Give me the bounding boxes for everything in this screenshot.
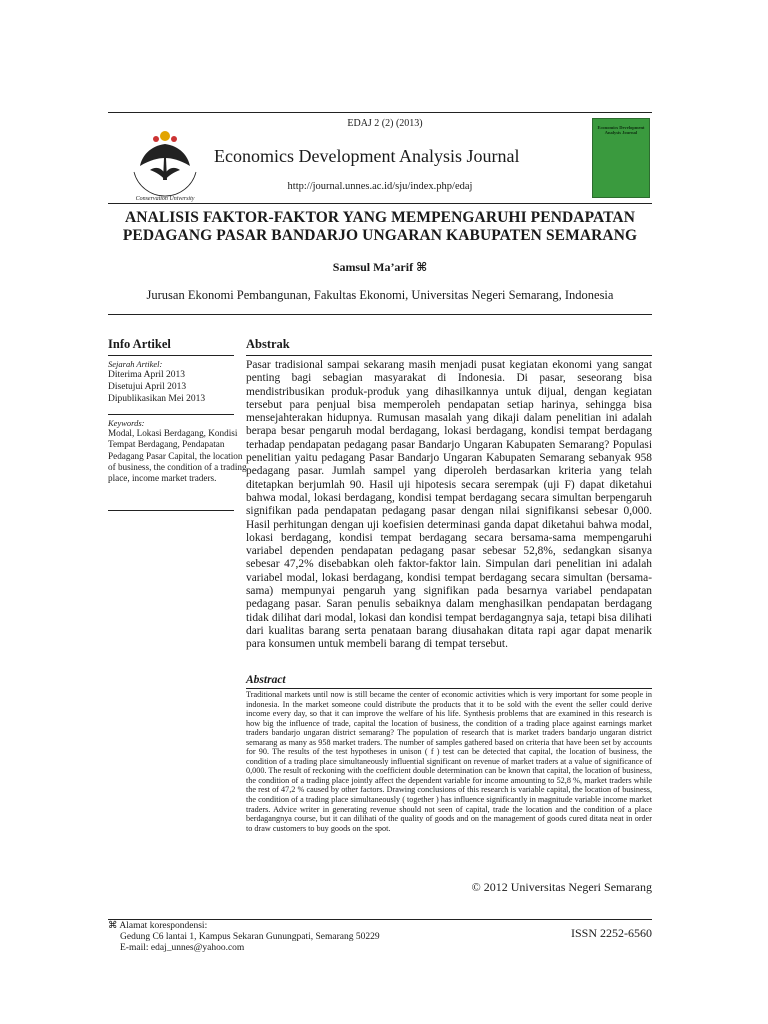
history-received: Diterima April 2013 (108, 370, 186, 380)
article-title (108, 209, 652, 245)
author-name: Samsul Ma’arif ⌘ (332, 260, 428, 274)
journal-url-link[interactable]: http://journal.unnes.ac.id/sju/index.php/edaj (287, 181, 473, 192)
keywords-rule (108, 510, 234, 511)
abstrak-heading-rule (246, 355, 652, 356)
history-rule (108, 414, 234, 415)
journal-issue: EDAJ 2 (2) (2013) (347, 118, 423, 129)
logo-caption: Conservation University (135, 196, 195, 202)
abstrak-body: Pasar tradisional sampai sekarang masih menjadi pusat kegiatan ekonomi yang sangat penting bagi sebagian masyarakat di Indonesia. Di pasar, seseorang bisa mendistribusikan produk-produk yang dihasilkannya untuk dijual, dengan kegiatan tersebut para penjual bisa memperoleh pendapatan setiap harinya, sehingga bisa mensejahterakan hidupnya. Rumusan masalah yang dikaji dalam penelitian ini adalah berapa besar pengaruh modal berdagang, lokasi berdagang, kondisi tempat berdagang terhadap pendapatan pedagang pasar Bandarjo Ungaran Kabupaten Semarang? Populasi penelitian yaitu pedagang Pasar Bandarjo Ungaran Kabupaten Semarang sebanyak 958 pedagang pasar. Jumlah sampel yang diperoleh berdasarkan kriteria yang telah ditetapkan berjumlah 90. Hasil uji hipotesis secara serempak (uji F) dapat diketahui bahwa modal, lokasi berdagang, kondisi tempat berdagang secara simultan berpengaruh signifikan pada pendapatan pedagang pasar dengan nilai signifikansi sebesar 0,000. Hasil perhitungan dengan uji koefisien determinasi ganda dapat diketahui bahwa modal, lokasi berdagang, kondisi tempat berdagang secara bersama-sama mempengaruhi variabel dependen pendapatan pedagang pasar sebesar 52,8%, sedangkan sisanya sebesar 47,2% disebabkan oleh faktor-faktor lain. Simpulan dari penelitian ini adalah variabel modal, lokasi berdagang, kondisi tempat berdagang secara simultan (bersama-sama) mempunyai pengaruh yang signifikan pada besarnya variabel pendapatan pedagang pasar. Saran penulis sebaiknya dalam menghasilkan pendapatan berdagang tidak dilihat dari modal, lokasi dan kondisi tempat berdagangnya saja, tetapi bisa dilihati dari kualitas barang serta penataan barang diusahakan ditata rapi agar dapat menarik para konsumen untuk membeli barang di tempat tersebut. (246, 359, 652, 651)
keywords-text: Modal, Lokasi Berdagang, Kondisi Tempat Berdagang, Pendapatan Pedagang Pasar Capital, the location of business, the condition of a trading place, income market traders. (108, 428, 247, 484)
history-label: Sejarah Artikel: (108, 359, 163, 369)
copyright-notice: © 2012 Universitas Negeri Semarang (471, 880, 652, 894)
correspondence-label: ⌘ Alamat korespondensi: (108, 921, 208, 931)
history-approved: Disetujui April 2013 (108, 382, 187, 392)
abstract-body: Traditional markets until now is still became the center of economic activities which is very important for some people in indonesia. In the market someone could distribute the products that it to be sold with the event the seller could derive income every day, so that it can improve the welfare of his life. Synthesis problems that are examined in this research is how big the influence of trade, capital the location of business, the condition of a trading place against earnings market traders bandarjo ungaran district semarang? The population of research that is market traders bandarjo ungaran district semarang as many as 958 market traders. The number of samples gathered based on criteria that have been set by accounts for 90. The results of the test hypotheses in unison ( f ) test can be detected that capital, the location of business, the condition of a trading place simultaneously influential significant on revenue of market traders at a value of significance of 0,000. The result of reckoning with the coefficient double determination can be known that capital, the location of business, the condition of a trading place jointly affect the dependent variable for income amounting to 52,8 %, market traders while the rest of 47,2 % caused by other factors. Drawing conclusions of this research is variable capital, the location of business, the condition of a trading place simultaneously ( together ) has influence significantly in magnitude variable income market traders. Advice writer in generating revenue should not seen of capital, trade the location and the condition of a place berdagangnya course, but it can dilihati of the quality of goods and on the management of goods cured ditata neat in order to draw customers to buy goods on the spot. (246, 690, 652, 833)
info-heading-rule (108, 355, 234, 356)
article-title-line-1: ANALISIS FAKTOR-FAKTOR YANG MEMPENGARUHI PENDAPATAN (124, 209, 636, 226)
issn-number: ISSN 2252-6560 (570, 926, 652, 940)
history-published: Dipublikasikan Mei 2013 (108, 394, 206, 404)
affiliation-rule (108, 314, 652, 315)
article-title-line-2: PEDAGANG PASAR BANDARJO UNGARAN KABUPATEN SEMARANG (122, 227, 638, 244)
abstract-heading-rule (246, 688, 652, 689)
cover-title: Economics Development Analysis Journal (597, 125, 645, 135)
keywords-label: Keywords: (108, 418, 145, 428)
author-affiliation: Jurusan Ekonomi Pembangunan, Fakultas Ekonomi, Universitas Negeri Semarang, Indonesia (146, 288, 614, 302)
journal-title: Economics Development Analysis Journal (214, 146, 520, 166)
journal-cover-image (592, 118, 650, 198)
correspondence-address: Gedung C6 lantai 1, Kampus Sekaran Gunungpati, Semarang 50229 (120, 932, 380, 942)
abstrak-heading: Abstrak (246, 337, 290, 351)
info-artikel-heading: Info Artikel (108, 337, 171, 351)
university-logo-icon (120, 122, 210, 202)
abstract-heading: Abstract (246, 674, 286, 686)
header-top-rule (108, 112, 652, 113)
header-bottom-rule (108, 203, 652, 204)
correspondence-email[interactable]: E-mail: edaj_unnes@yahoo.com (120, 943, 245, 953)
